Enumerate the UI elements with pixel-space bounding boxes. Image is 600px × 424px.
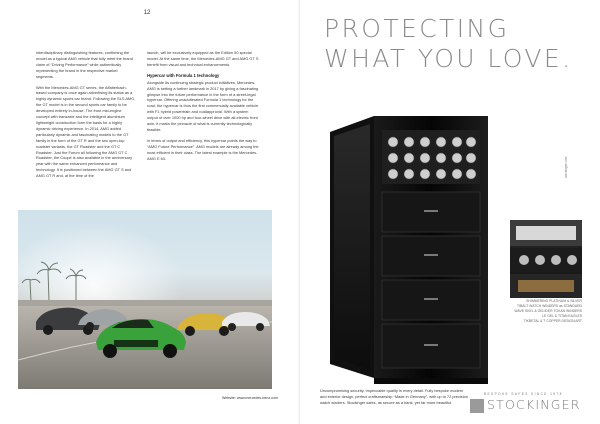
ad-headline [324,14,594,74]
article-subheading: Hypercar with Formula 1 technology [147,72,220,78]
stockinger-logo-icon [470,399,484,413]
feature-item: LE GEL & TITAN EAGLES [542,314,582,318]
article-paragraph: Alongside its continuing strategic product initiatives, Mercedes-AMG is setting a further landmark in 2017 by giving a fascinating glimpse into the future performance in the form of a street-legal hypercar. Offering unadulterated Formula 1 technology for the road, the hypercar is thus the first commercially available vehicle with F1 hybrid powertrain and roadapproval. With a system output of over 1000 hp and four-wheel drive with all-electric front axle, it marks the pinnacle of what is currently technologically feasible. [147,79,259,132]
safe-detail-photo [510,220,582,298]
watch-safe-photo [320,112,520,388]
headline-line-1: PROTECTING [324,14,510,43]
feature-item: TIKBETAL & T COPPER DESIGN ART [523,319,582,323]
ad-body-text: Uncompromising security. Impeccable quality in every detail. Fully bespoke modern and exterior design, perfect craftsmanship “Made in Germany”, with up to 72 precision watch winders. Stockinger safes, as secure as a bank, yet far more beautiful. [320,388,468,405]
article-column-2 [147,50,259,167]
feature-item: TIBALT WATCH WINDERS as STANDARD [517,304,582,308]
article-column-1 [36,50,136,184]
article-paragraph: In terms of output and efficiency, this hypercar points the way to “AMG Future Performance”. AMG models are already among the most efficient in their class. The latest example is the Mercedes-AMG E 63. [147,137,259,161]
page-number: 12 [143,10,151,16]
feature-item: WAVE SKEL & GELIDER TOKAN WINDERS [514,309,582,313]
feature-item: SHIMMERING PLATINUM & SILVER [526,299,582,303]
brand-name: STOCKINGER [487,397,581,412]
watch-safe-illustration [320,112,520,388]
safe-drawers [382,192,480,368]
headline-line-2: WHAT YOU LOVE. [324,44,573,73]
article-paragraph: launch, will be exclusively equipped as the Edition 50 special model. At the same time, the Mercedes-AMG GT and AMG GT S benefit from visual and technical enhancements. [147,50,259,67]
feature-list [496,299,582,324]
brand-tagline: BESPOKE SAFES SINCE 1978 [484,392,563,396]
watch-winder-grid [382,130,480,184]
brand-block [470,392,584,418]
article-paragraph: With the Mercedes-AMG GT series, the Affalterbach-based company is once again advertising its status as a highly dynamic sports car brand. Following the SLS AMG, the GT model is in the second sports car family to be developed entirely in-house. The front mid-engine concept with transaxle and the intelligent aluminium lightweight construction form the basis for a highly dynamic driving experience. In 2014, AMG added particularly dynamic and fascinating models to the GT family in the form of the GT R and the two open-top roadster variants, the GT Roadster and the GT C Roadster. Just the Forum all following the AMG GT C Roadster, the Coupé is also available in the anniversary year with the same enhanced performance and technology. It is positioned between the AMG GT S and AMG GT R and, at the time of the [36,84,136,179]
safe-detail-illustration [510,220,582,298]
amg-cars-photo [18,210,272,389]
vertical-website: stockinger.com [564,156,568,178]
photo-credit: Website: www.mercedes-benz.com [221,396,278,400]
article-paragraph: interdisciplinary distinguishing features, confirming the model as a typical AMG vehicle that fully meet the brand claim of “Driving Performance” while authentically representing the brand in the respective market segments. [36,50,133,79]
amg-cars-illustration [18,210,272,389]
